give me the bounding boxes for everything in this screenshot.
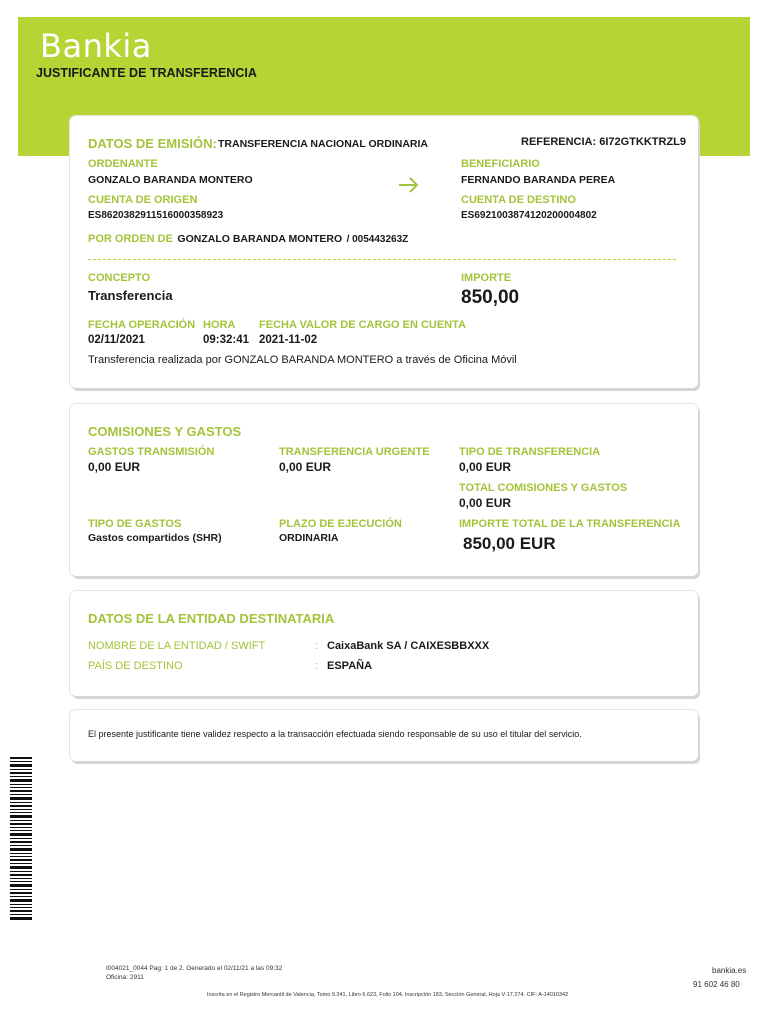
separator-colon: : (315, 640, 319, 652)
urgente-label: TRANSFERENCIA URGENTE (279, 446, 430, 458)
entidad-card (70, 591, 698, 696)
importe-label: IMPORTE (461, 272, 512, 284)
gastos-transmision-label: GASTOS TRANSMISIÓN (88, 446, 215, 458)
por-orden-id: / 005443263Z (346, 234, 409, 245)
beneficiario-label: BENEFICIARIO (461, 158, 540, 170)
urgente-value: 0,00 EUR (279, 460, 332, 474)
importe-total-value: 850,00 EUR (463, 534, 556, 553)
ordenante-label: ORDENANTE (88, 158, 158, 170)
por-orden-label: POR ORDEN DE (88, 233, 173, 245)
cuenta-origen-value: ES8620382911516000358923 (88, 210, 224, 221)
document-title: JUSTIFICANTE DE TRANSFERENCIA (36, 66, 257, 80)
disclaimer-text: El presente justificante tiene validez respecto a la transacción efectuada siendo responsable de su uso el titular del servicio. (88, 729, 582, 739)
operation-note: Transferencia realizada por GONZALO BARANDA MONTERO a través de Oficina Móvil (88, 354, 517, 366)
hora-value: 09:32:41 (203, 334, 250, 346)
bankia-logo: Bankia (40, 27, 152, 65)
plazo-label: PLAZO DE EJECUCIÓN (279, 518, 402, 530)
cuenta-destino-value: ES6921003874120200004802 (461, 210, 597, 221)
emision-label: DATOS DE EMISIÓN: (88, 136, 217, 151)
total-comisiones-value: 0,00 EUR (459, 496, 512, 510)
footer-registry: Inscrita en el Registro Mercantil de Valencia, Tomo 9.341, Libro 6.623, Folio 104, Inscripción 183, Sección General, Hoja V-17.274. CIF: A-14010342 (207, 992, 569, 998)
fecha-operacion-value: 02/11/2021 (88, 334, 145, 346)
pais-destino-label: PAÍS DE DESTINO (88, 660, 183, 672)
fecha-valor-label: FECHA VALOR DE CARGO EN CUENTA (259, 319, 466, 331)
arrow-right-icon (397, 175, 421, 195)
gastos-transmision-value: 0,00 EUR (88, 460, 141, 474)
fecha-valor-value: 2021-11-02 (259, 334, 318, 346)
hora-label: HORA (203, 319, 236, 331)
transfer-type: TRANSFERENCIA NACIONAL ORDINARIA (218, 138, 428, 150)
beneficiario-value: FERNANDO BARANDA PEREA (461, 174, 616, 186)
footer-phone: 91 602 46 80 (693, 980, 740, 989)
comisiones-card (70, 404, 698, 576)
plazo-value: ORDINARIA (279, 532, 339, 544)
footer-site: bankia.es (712, 966, 747, 975)
pais-destino-value: ESPAÑA (327, 660, 373, 672)
tipo-gastos-value: Gastos compartidos (SHR) (88, 532, 222, 544)
tipo-transferencia-label: TIPO DE TRANSFERENCIA (459, 446, 601, 458)
cuenta-destino-label: CUENTA DE DESTINO (461, 194, 576, 206)
concepto-value: Transferencia (88, 288, 173, 303)
importe-total-label: IMPORTE TOTAL DE LA TRANSFERENCIA (459, 518, 681, 530)
dashed-divider (88, 259, 676, 260)
comisiones-title: COMISIONES Y GASTOS (88, 424, 242, 439)
total-comisiones-label: TOTAL COMISIONES Y GASTOS (459, 482, 628, 494)
por-orden-name: GONZALO BARANDA MONTERO (177, 233, 343, 245)
separator-colon: : (315, 660, 319, 672)
footer-generated: I004021_0044 Pag: 1 de 2. Generado el 02/11/21 a las 09:32 (106, 965, 283, 972)
tipo-gastos-label: TIPO DE GASTOS (88, 518, 182, 530)
concepto-label: CONCEPTO (88, 272, 151, 284)
tipo-transferencia-value: 0,00 EUR (459, 460, 512, 474)
entidad-title: DATOS DE LA ENTIDAD DESTINATARIA (88, 611, 335, 626)
footer-oficina: Oficina: 2911 (106, 974, 144, 981)
por-orden-row (88, 229, 408, 247)
entidad-nombre-label: NOMBRE DE LA ENTIDAD / SWIFT (88, 640, 266, 652)
disclaimer-card (70, 710, 698, 761)
ordenante-value: GONZALO BARANDA MONTERO (88, 174, 253, 186)
reference: REFERENCIA: 6I72GTKKTRZL9 (521, 136, 687, 148)
entidad-nombre-value: CaixaBank SA / CAIXESBBXXX (327, 640, 490, 652)
cuenta-origen-label: CUENTA DE ORIGEN (88, 194, 198, 206)
emision-card (70, 116, 698, 388)
importe-value: 850,00 (461, 287, 520, 308)
barcode-icon (10, 757, 32, 920)
fecha-operacion-label: FECHA OPERACIÓN (88, 319, 196, 331)
